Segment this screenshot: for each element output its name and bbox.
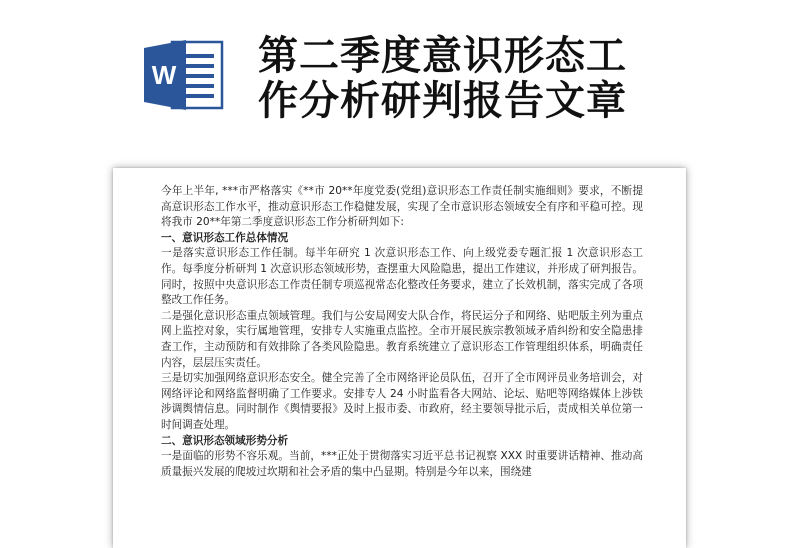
paragraph-intro: 今年上半年, ***市严格落实《**市 20**年度党委(党组)意识形态工作责任制实施细则》要求，不断提高意识形态工作水平，推动意识形态工作稳健发展，实现了全市意识形态领域安全有序和平稳可控。现将我市 20**年第二季度意识形态工作分析研判如下: [161,185,643,229]
paragraph-1: 一是落实意识形态工作任制。每半年研究 1 次意识形态工作、向上级党委专题汇报 1 次意识形态工作。每季度分析研判 1 次意识形态领域形势，查摆重大风险隐患，提出工作建议，并形成了研判报告。同时，按照中央意识形态工作责任制专项巡视常态化整改任务要求，建立了长效机制，落实完成了各项整改工作任务。 [161,247,643,307]
header-banner [0,0,800,150]
paragraph-2: 二是强化意识形态重点领域管理。我们与公安局网安大队合作，将民运分子和网络、贴吧版主列为重点网上监控对象，实行属地管理，安排专人实施重点监控。全市开展民族宗教领域矛盾纠纷和安全隐患排查工作，主动预防和有效排除了各类风险隐患。教育系统建立了意识形态工作管理组织体系，明确责任内容，层层压实责任。 [161,309,643,369]
paragraph-3: 三是切实加强网络意识形态安全。健全完善了全市网络评论员队伍，召开了全市网评员业务培训会，对网络评论和网络监督明确了工作要求。安排专人 24 小时监看各大网站、论坛、贴吧等网络媒体上涉铁涉调舆情信息。同时制作《舆情要报》及时上报市委、市政府，经主要领导批示后，责成相关单位第一时间调查处理。 [161,372,643,431]
title-line-1: 第二季度意识形态工 [258,33,627,79]
section-heading-2: 二、意识形态领域形势分析 [161,434,289,447]
word-document-icon [142,34,226,116]
document-page [113,168,686,548]
paragraph-4: 一是面临的形势不容乐观。当前，***正处于贯彻落实习近平总书记视察 XXX 时重要讲话精神、推动高质量振兴发展的爬坡过坎期和社会矛盾的集中凸显期。特别是今年以来，围绕建 [161,450,643,478]
section-heading-1: 一、意识形态工作总体情况 [161,231,289,244]
document-title [258,34,778,124]
document-body [161,184,643,480]
svg-text:W: W [151,60,177,90]
title-line-2: 作分析研判报告文章 [258,78,627,124]
